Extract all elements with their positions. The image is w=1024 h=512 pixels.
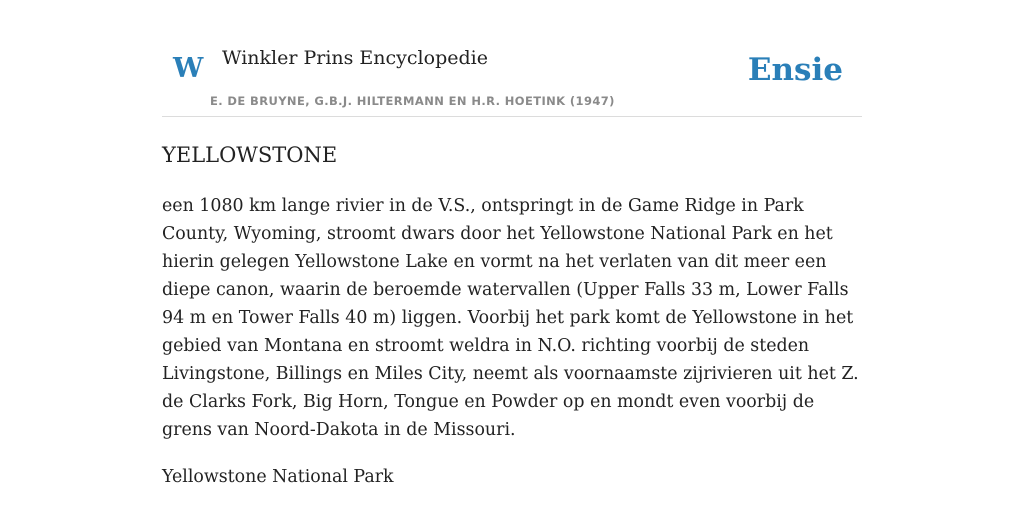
source-logo[interactable]: W — [173, 53, 204, 84]
source-authors: E. DE BRUYNE, G.B.J. HILTERMANN EN H.R. HOETINK (1947) — [210, 94, 615, 108]
page-content — [162, 0, 862, 487]
entry-body: een 1080 km lange rivier in de V.S., ontspringt in de Game Ridge in Park County, Wyoming, stroomt dwars door het Yellowstone National Park en het hierin gelegen Yellowstone Lake en vormt na het verlaten van dit meer een diepe canon, waarin de beroemde watervallen (Upper Falls 33 m, Lower Falls 94 m en Tower Falls 40 m) liggen. Voorbij het park komt de Yellowstone in het gebied van Montana en stroomt weldra in N.O. richting voorbij de steden Livingstone, Billings en Miles City, neemt als voornaamste zijrivieren uit het Z. de Clarks Fork, Big Horn, Tongue en Powder op en mondt even voorbij de grens van Noord-Dakota in de Missouri. — [162, 196, 859, 440]
source-title[interactable]: Winkler Prins Encyclopedie — [222, 47, 488, 69]
related-entry-link[interactable]: Yellowstone National Park — [162, 467, 394, 487]
entry-title: YELLOWSTONE — [162, 143, 338, 167]
source-header — [162, 0, 862, 117]
brand-logo[interactable]: Ensie — [747, 52, 843, 88]
